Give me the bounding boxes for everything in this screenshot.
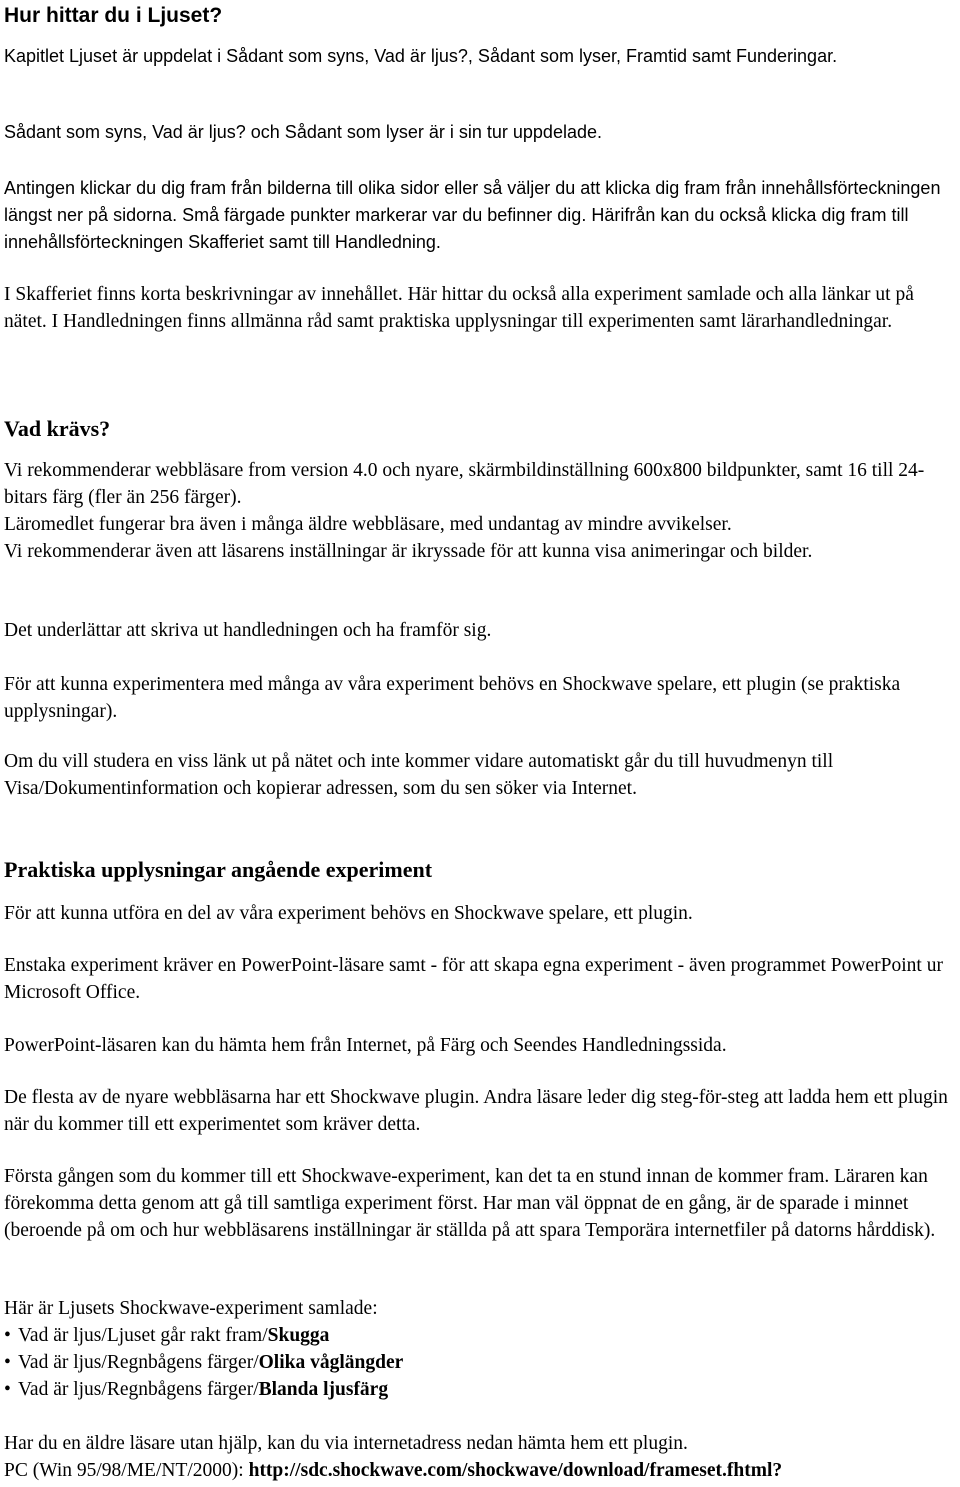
experiment-list-intro: Här är Ljusets Shockwave-experiment samlade: [4, 1298, 378, 1319]
practical-paragraph-3: PowerPoint-läsaren kan du hämta hem från Internet, på Färg och Seendes Handledningssida. [4, 1035, 727, 1056]
page-title: Hur hittar du i Ljuset? [4, 4, 223, 27]
list-item [4, 1349, 958, 1376]
requirements-block [4, 457, 958, 565]
practical-paragraph-2: Enstaka experiment kräver en PowerPoint-läsare samt - för att skapa egna experiment - även programmet PowerPoint ur Microsoft Office. [4, 955, 943, 1003]
experiment-path: Vad är ljus/Ljuset går rakt fram/ [18, 1325, 268, 1346]
practical-paragraph-1: För att kunna utföra en del av våra experiment behövs en Shockwave spelare, ett plugin. [4, 903, 693, 924]
requirements-line: Vi rekommenderar webbläsare from version 4.0 och nyare, skärmbildinställning 600x800 bildpunkter, samt 16 till 24-bitars färg (fler än 256 färger). [4, 460, 925, 508]
skafferiet-paragraph: I Skafferiet finns korta beskrivningar av innehållet. Här hittar du också alla experiment samlade och alla länkar ut på nätet. I Handledningen finns allmänna råd samt praktiska upplysningar till experimenten samt lärarhandledningar. [4, 284, 914, 332]
section-heading-requirements: Vad krävs? [4, 416, 111, 441]
intro-paragraph-2: Sådant som syns, Vad är ljus? och Sådant som lyser är i sin tur uppdelade. [4, 122, 602, 142]
experiment-path: Vad är ljus/Regnbågens färger/ [18, 1352, 259, 1373]
bullet-icon: • [4, 1325, 11, 1346]
shockwave-tip: För att kunna experimentera med många av våra experiment behövs en Shockwave spelare, ett plugin (se praktiska upplysningar). [4, 674, 901, 722]
list-item [4, 1322, 958, 1349]
experiment-name: Blanda ljusfärg [258, 1379, 389, 1400]
link-tip: Om du vill studera en viss länk ut på nätet och inte kommer vidare automatiskt går du till huvudmenyn till Visa/Dokumentinformation och kopierar adressen, som du sen söker via Internet. [4, 751, 834, 799]
bullet-icon: • [4, 1352, 11, 1373]
experiment-name: Skugga [267, 1325, 330, 1346]
practical-paragraph-4: De flesta av de nyare webbläsarna har ett Shockwave plugin. Andra läsare leder dig steg-för-steg att ladda hem ett plugin när du kommer till ett experimentet som kräver detta. [4, 1087, 948, 1135]
bullet-icon: • [4, 1379, 11, 1400]
experiment-list [4, 1295, 958, 1403]
intro-paragraph-3: Antingen klickar du dig fram från bilderna till olika sidor eller så väljer du att klicka dig fram från innehållsförteckningen längst ner på sidorna. Små färgade punkter markerar var du befinner dig. Härifrån kan du också klicka dig fram till innehållsförteckningen Skafferiet samt till Handledning. [4, 178, 941, 252]
download-intro: Har du en äldre läsare utan hjälp, kan du via internetadress nedan hämta hem ett plugin. [4, 1433, 688, 1454]
print-tip: Det underlättar att skriva ut handledningen och ha framför sig. [4, 620, 492, 641]
intro-paragraph-1: Kapitlet Ljuset är uppdelat i Sådant som syns, Vad är ljus?, Sådant som lyser, Framtid samt Funderingar. [4, 46, 838, 66]
download-url-link[interactable]: http://sdc.shockwave.com/shockwave/download/frameset.fhtml? [248, 1460, 783, 1481]
practical-paragraph-5: Första gången som du kommer till ett Shockwave-experiment, kan det ta en stund innan de kommer fram. Läraren kan förekomma detta genom att gå till samtliga experiment först. Har man väl öppnat de en gång, är de sparade i minnet (beroende på om och hur webbläsarens inställningar är ställda på att spara Temporära internetfiler på datorns hårddisk). [4, 1166, 936, 1241]
download-line [4, 1457, 958, 1484]
requirements-line: Vi rekommenderar även att läsarens inställningar är ikryssade för att kunna visa animeringar och bilder. [4, 541, 813, 562]
experiment-name: Olika våglängder [258, 1352, 404, 1373]
section-heading-practical: Praktiska upplysningar angående experiment [4, 857, 433, 882]
experiment-path: Vad är ljus/Regnbågens färger/ [18, 1379, 259, 1400]
requirements-line: Läromedlet fungerar bra även i många äldre webbläsare, med undantag av mindre avvikelser. [4, 514, 732, 535]
download-block [4, 1430, 958, 1484]
list-item [4, 1376, 958, 1403]
download-label: PC (Win 95/98/ME/NT/2000): [4, 1460, 249, 1481]
